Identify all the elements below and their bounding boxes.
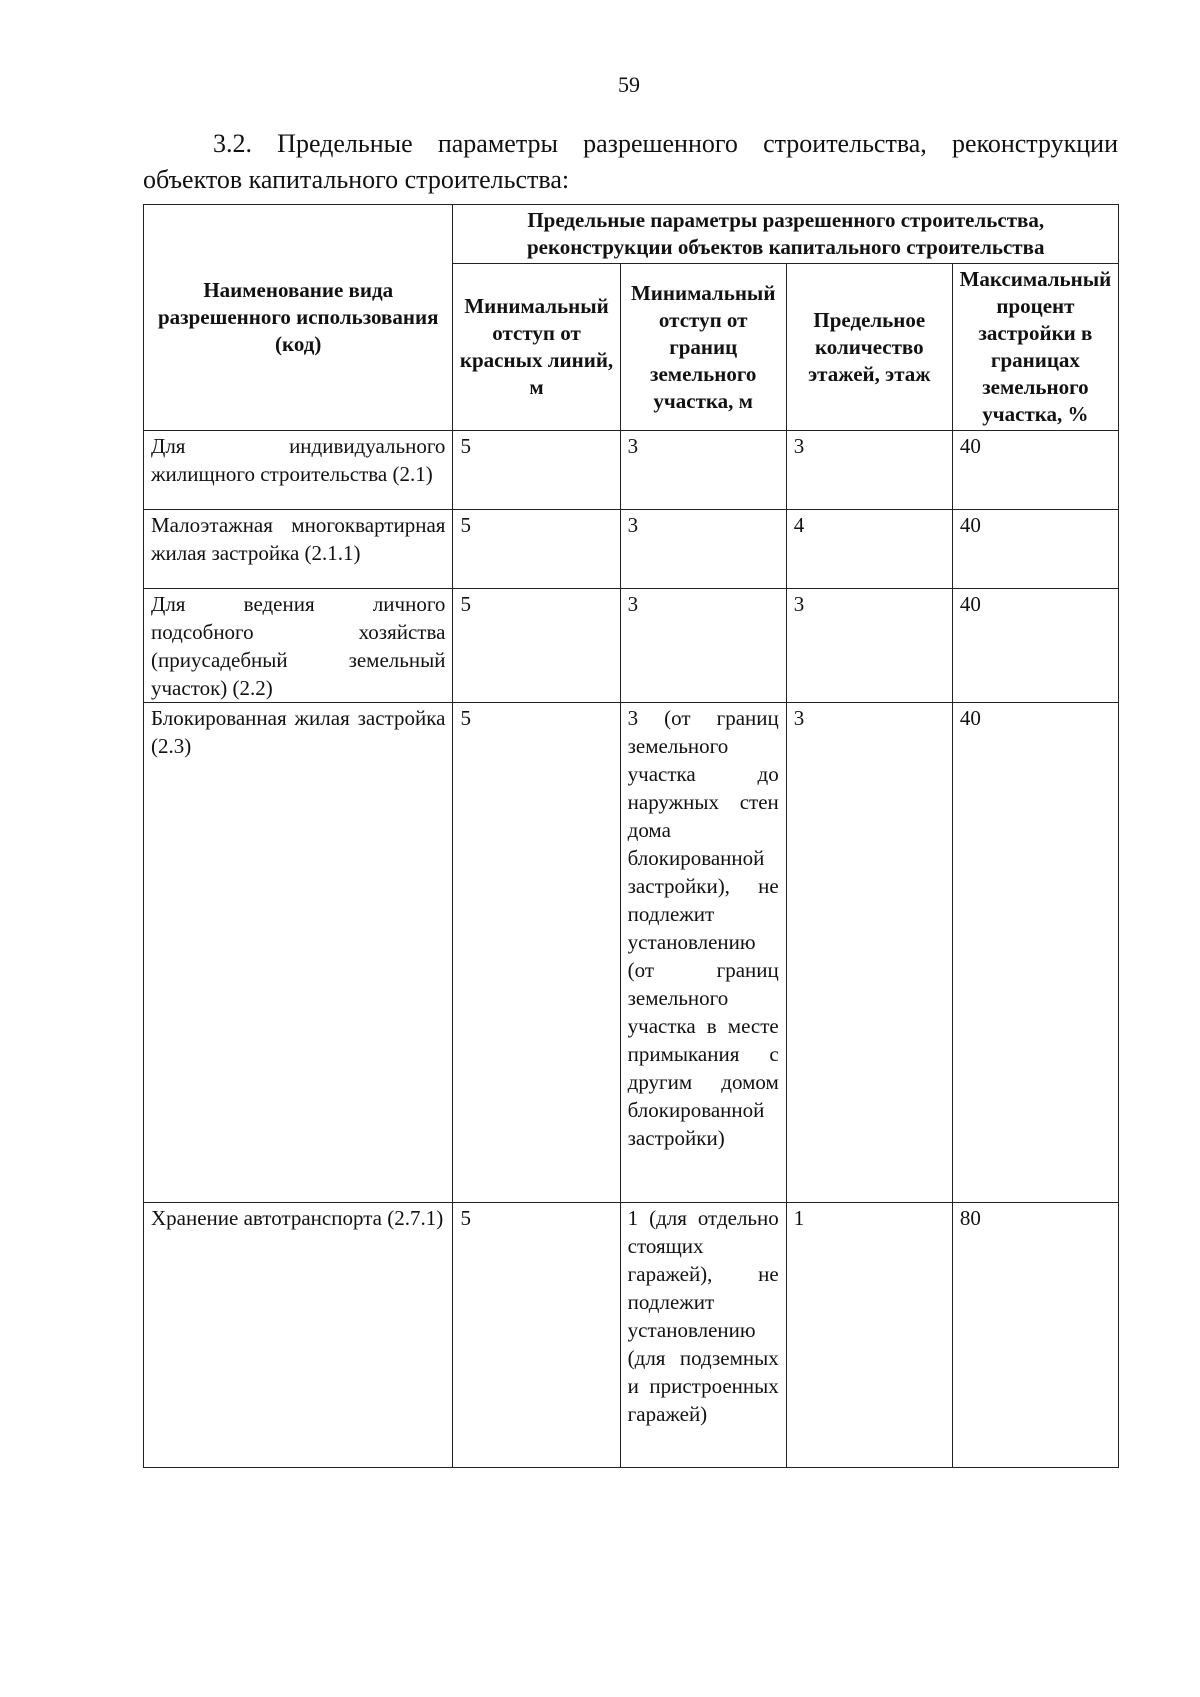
- max-floors-value: 3: [786, 431, 952, 510]
- table-row: [144, 589, 1119, 703]
- plot-boundary-setback-value: 3: [620, 431, 786, 510]
- max-floors-value: 4: [786, 510, 952, 589]
- permitted-use-name: Блокированная жилая застройка (2.3): [144, 703, 453, 1203]
- page-number: 59: [618, 72, 640, 97]
- red-line-setback-value: 5: [453, 431, 620, 510]
- max-coverage-value: 40: [952, 703, 1118, 1203]
- red-line-setback-value: 5: [453, 703, 620, 1203]
- red-line-setback-value: 5: [453, 510, 620, 589]
- max-floors-value: 1: [786, 1203, 952, 1468]
- table-row: [144, 510, 1119, 589]
- section-heading: 3.2. Предельные параметры разрешенного строительства, реконструкции объектов капитального строительства:: [143, 129, 1118, 194]
- permitted-use-name: Для индивидуального жилищного строительства (2.1): [144, 431, 453, 510]
- max-coverage-value: 40: [952, 510, 1118, 589]
- table-header-row-group: [144, 205, 1119, 264]
- header-max-floors: Предельное количество этажей, этаж: [786, 264, 952, 431]
- plot-boundary-setback-value: 3 (от границ земельного участка до наружных стен дома блокированной застройки), не подлежит установлению (от границ земельного участка в месте примыкания с другим домом блокированной застройки): [620, 703, 786, 1203]
- max-floors-value: 3: [786, 589, 952, 703]
- plot-boundary-setback-value: 1 (для отдельно стоящих гаражей), не подлежит установлению (для подземных и пристроенных гаражей): [620, 1203, 786, 1468]
- permitted-use-name: Хранение автотранспорта (2.7.1): [144, 1203, 453, 1468]
- header-max-coverage: Максимальный процент застройки в границах земельного участка, %: [952, 264, 1118, 431]
- max-coverage-value: 40: [952, 431, 1118, 510]
- max-floors-value: 3: [786, 703, 952, 1203]
- red-line-setback-value: 5: [453, 589, 620, 703]
- max-coverage-value: 40: [952, 589, 1118, 703]
- plot-boundary-setback-value: 3: [620, 589, 786, 703]
- permitted-use-name: Для ведения личного подсобного хозяйства (приусадебный земельный участок) (2.2): [144, 589, 453, 703]
- table-row: [144, 1203, 1119, 1468]
- header-plot-boundary-setback: Минимальный отступ от границ земельного участка, м: [620, 264, 786, 431]
- plot-boundary-setback-value: 3: [620, 510, 786, 589]
- max-coverage-value: 80: [952, 1203, 1118, 1468]
- parameters-table: [143, 204, 1119, 1468]
- header-red-line-setback: Минимальный отступ от красных линий, м: [453, 264, 620, 431]
- header-permitted-use-name: Наименование вида разрешенного использования (код): [144, 205, 453, 431]
- red-line-setback-value: 5: [453, 1203, 620, 1468]
- header-limit-parameters-group: Предельные параметры разрешенного строительства, реконструкции объектов капитального строительства: [453, 205, 1119, 264]
- table-row: [144, 431, 1119, 510]
- permitted-use-name: Малоэтажная многоквартирная жилая застройка (2.1.1): [144, 510, 453, 589]
- table-row: [144, 703, 1119, 1203]
